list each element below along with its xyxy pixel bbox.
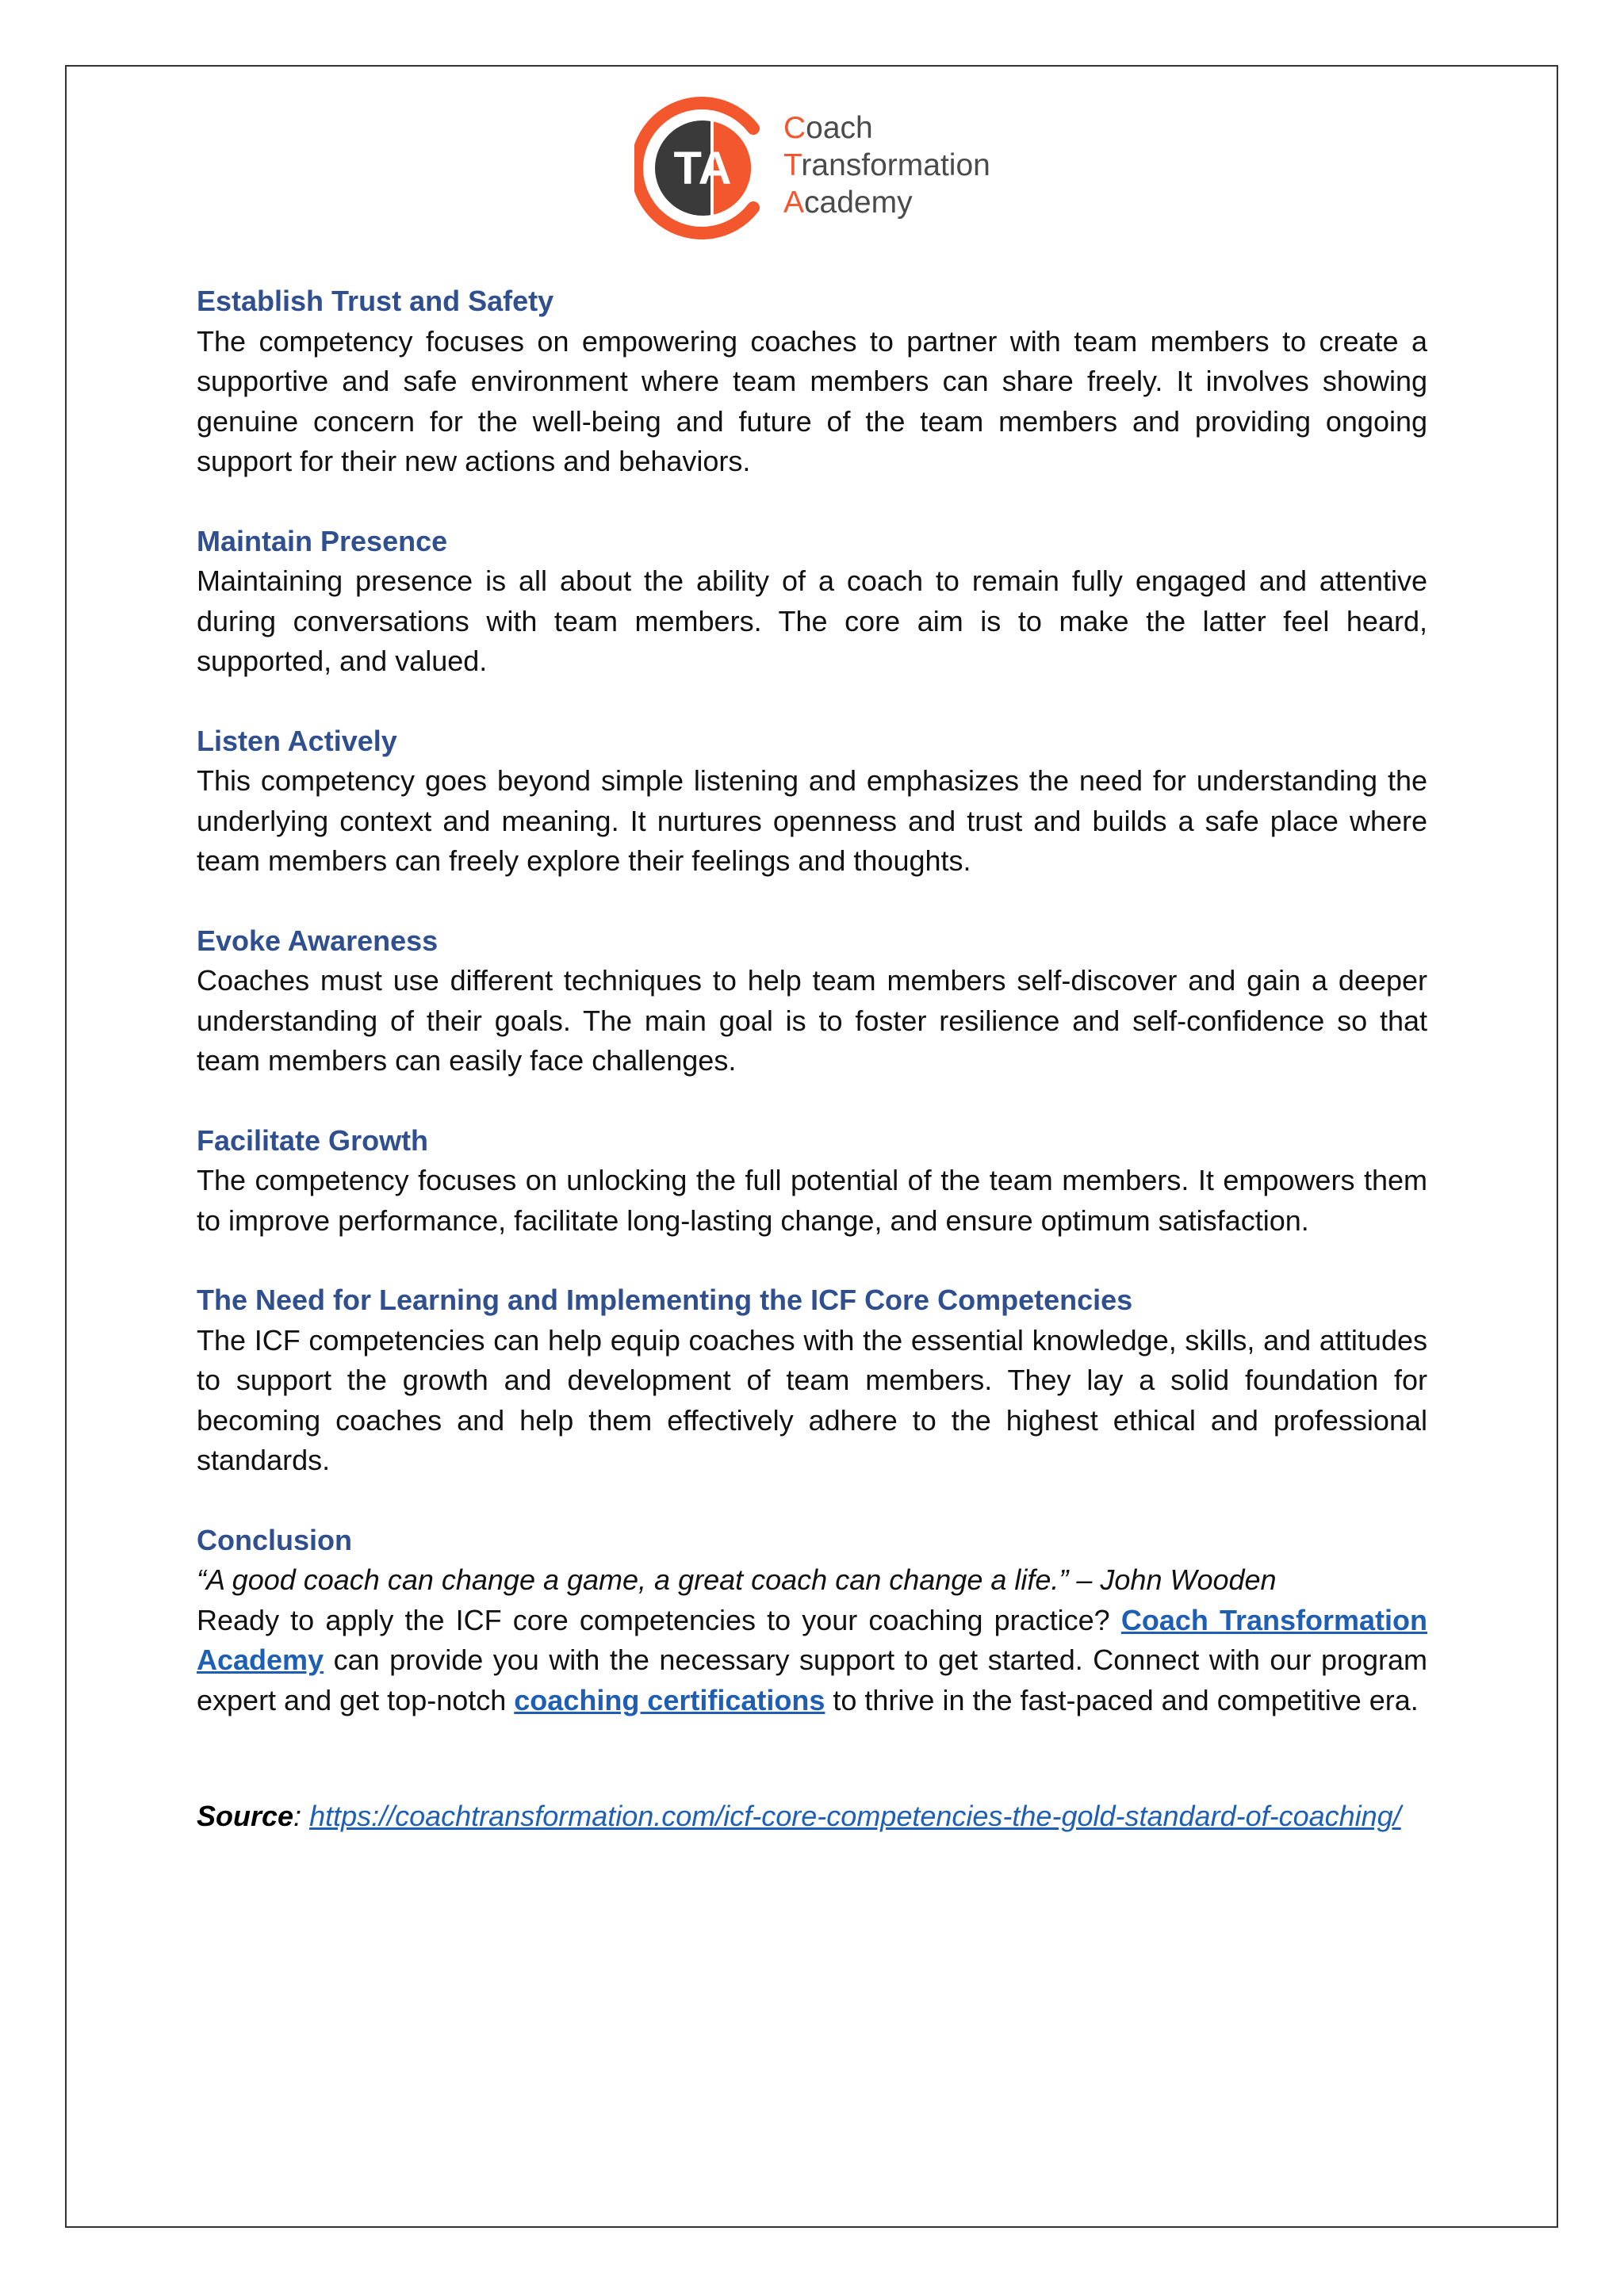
conclusion-heading: Conclusion bbox=[197, 1523, 352, 1556]
section-evoke-awareness bbox=[197, 921, 1427, 1081]
article-body bbox=[197, 281, 1427, 1837]
source-url-link[interactable]: https://coachtransformation.com/icf-core-competencies-the-gold-standard-of-coaching/ bbox=[309, 1800, 1401, 1832]
section-facilitate-growth bbox=[197, 1121, 1427, 1242]
section-trust-safety bbox=[197, 281, 1427, 482]
logo bbox=[634, 97, 999, 247]
section-body: Maintaining presence is all about the ability of a coach to remain fully engaged and attentive during conversations with team members. The core aim is to make the latter feel heard, supported, and valued. bbox=[197, 564, 1427, 677]
section-body: The competency focuses on unlocking the full potential of the team members. It empowers them to improve performance, facilitate long-lasting change, and ensure optimum satisfaction. bbox=[197, 1164, 1427, 1237]
section-need-for-learning bbox=[197, 1280, 1427, 1481]
logo-mark-icon bbox=[634, 97, 769, 239]
section-heading: Facilitate Growth bbox=[197, 1123, 429, 1157]
section-heading: Evoke Awareness bbox=[197, 924, 439, 957]
coaching-certifications-link[interactable]: coaching certifications bbox=[514, 1683, 825, 1716]
section-heading: Listen Actively bbox=[197, 724, 397, 757]
section-conclusion bbox=[197, 1521, 1427, 1721]
section-body: This competency goes beyond simple listening and emphasizes the need for understanding the underlying context and meaning. It nurtures openness and trust and builds a safe place where team members can freely explore their feelings and thoughts. bbox=[197, 764, 1427, 877]
section-body: The ICF competencies can help equip coaches with the essential knowledge, skills, and attitudes to support the growth and development of team members. They lay a solid foundation for becoming coaches and help them effectively adhere to the highest ethical and professional standards. bbox=[197, 1323, 1427, 1476]
section-heading: Establish Trust and Safety bbox=[197, 285, 554, 317]
section-heading: Maintain Presence bbox=[197, 524, 448, 557]
coach-transformation-academy-link[interactable]: Coach Transformation Academy bbox=[197, 1603, 1428, 1676]
section-heading: The Need for Learning and Implementing the ICF Core Competencies bbox=[197, 1284, 1133, 1316]
logo-initials: TA bbox=[673, 143, 732, 194]
source-line: Source: https://coachtransformation.com/icf-core-competencies-the-gold-standard-of-coaching/ bbox=[197, 1800, 1401, 1832]
section-body: The competency focuses on empowering coaches to partner with team members to create a supportive and safe environment where team members can share freely. It involves showing genuine concern for the well-being and future of the team members and providing ongoing support for their new actions and behaviors. bbox=[197, 324, 1427, 477]
logo-wordmark: Coach Transformation Academy bbox=[783, 111, 990, 220]
section-listen-actively bbox=[197, 721, 1427, 882]
section-maintain-presence bbox=[197, 522, 1427, 682]
section-body: Coaches must use different techniques to help team members self-discover and gain a deeper understanding of their goals. The main goal is to foster resilience and self-confidence so that team members can easily face challenges. bbox=[197, 964, 1427, 1077]
conclusion-quote: “A good coach can change a game, a great coach can change a life.” – John Wooden bbox=[197, 1563, 1277, 1596]
source-label: Source bbox=[197, 1800, 294, 1832]
conclusion-body: Ready to apply the ICF core competencies to your coaching practice? Coach Transformation Academy can provide you with the necessary support to get started. Connect with our program expert and get top-notch coaching certifications to thrive in the fast-paced and competitive era. bbox=[197, 1603, 1428, 1716]
